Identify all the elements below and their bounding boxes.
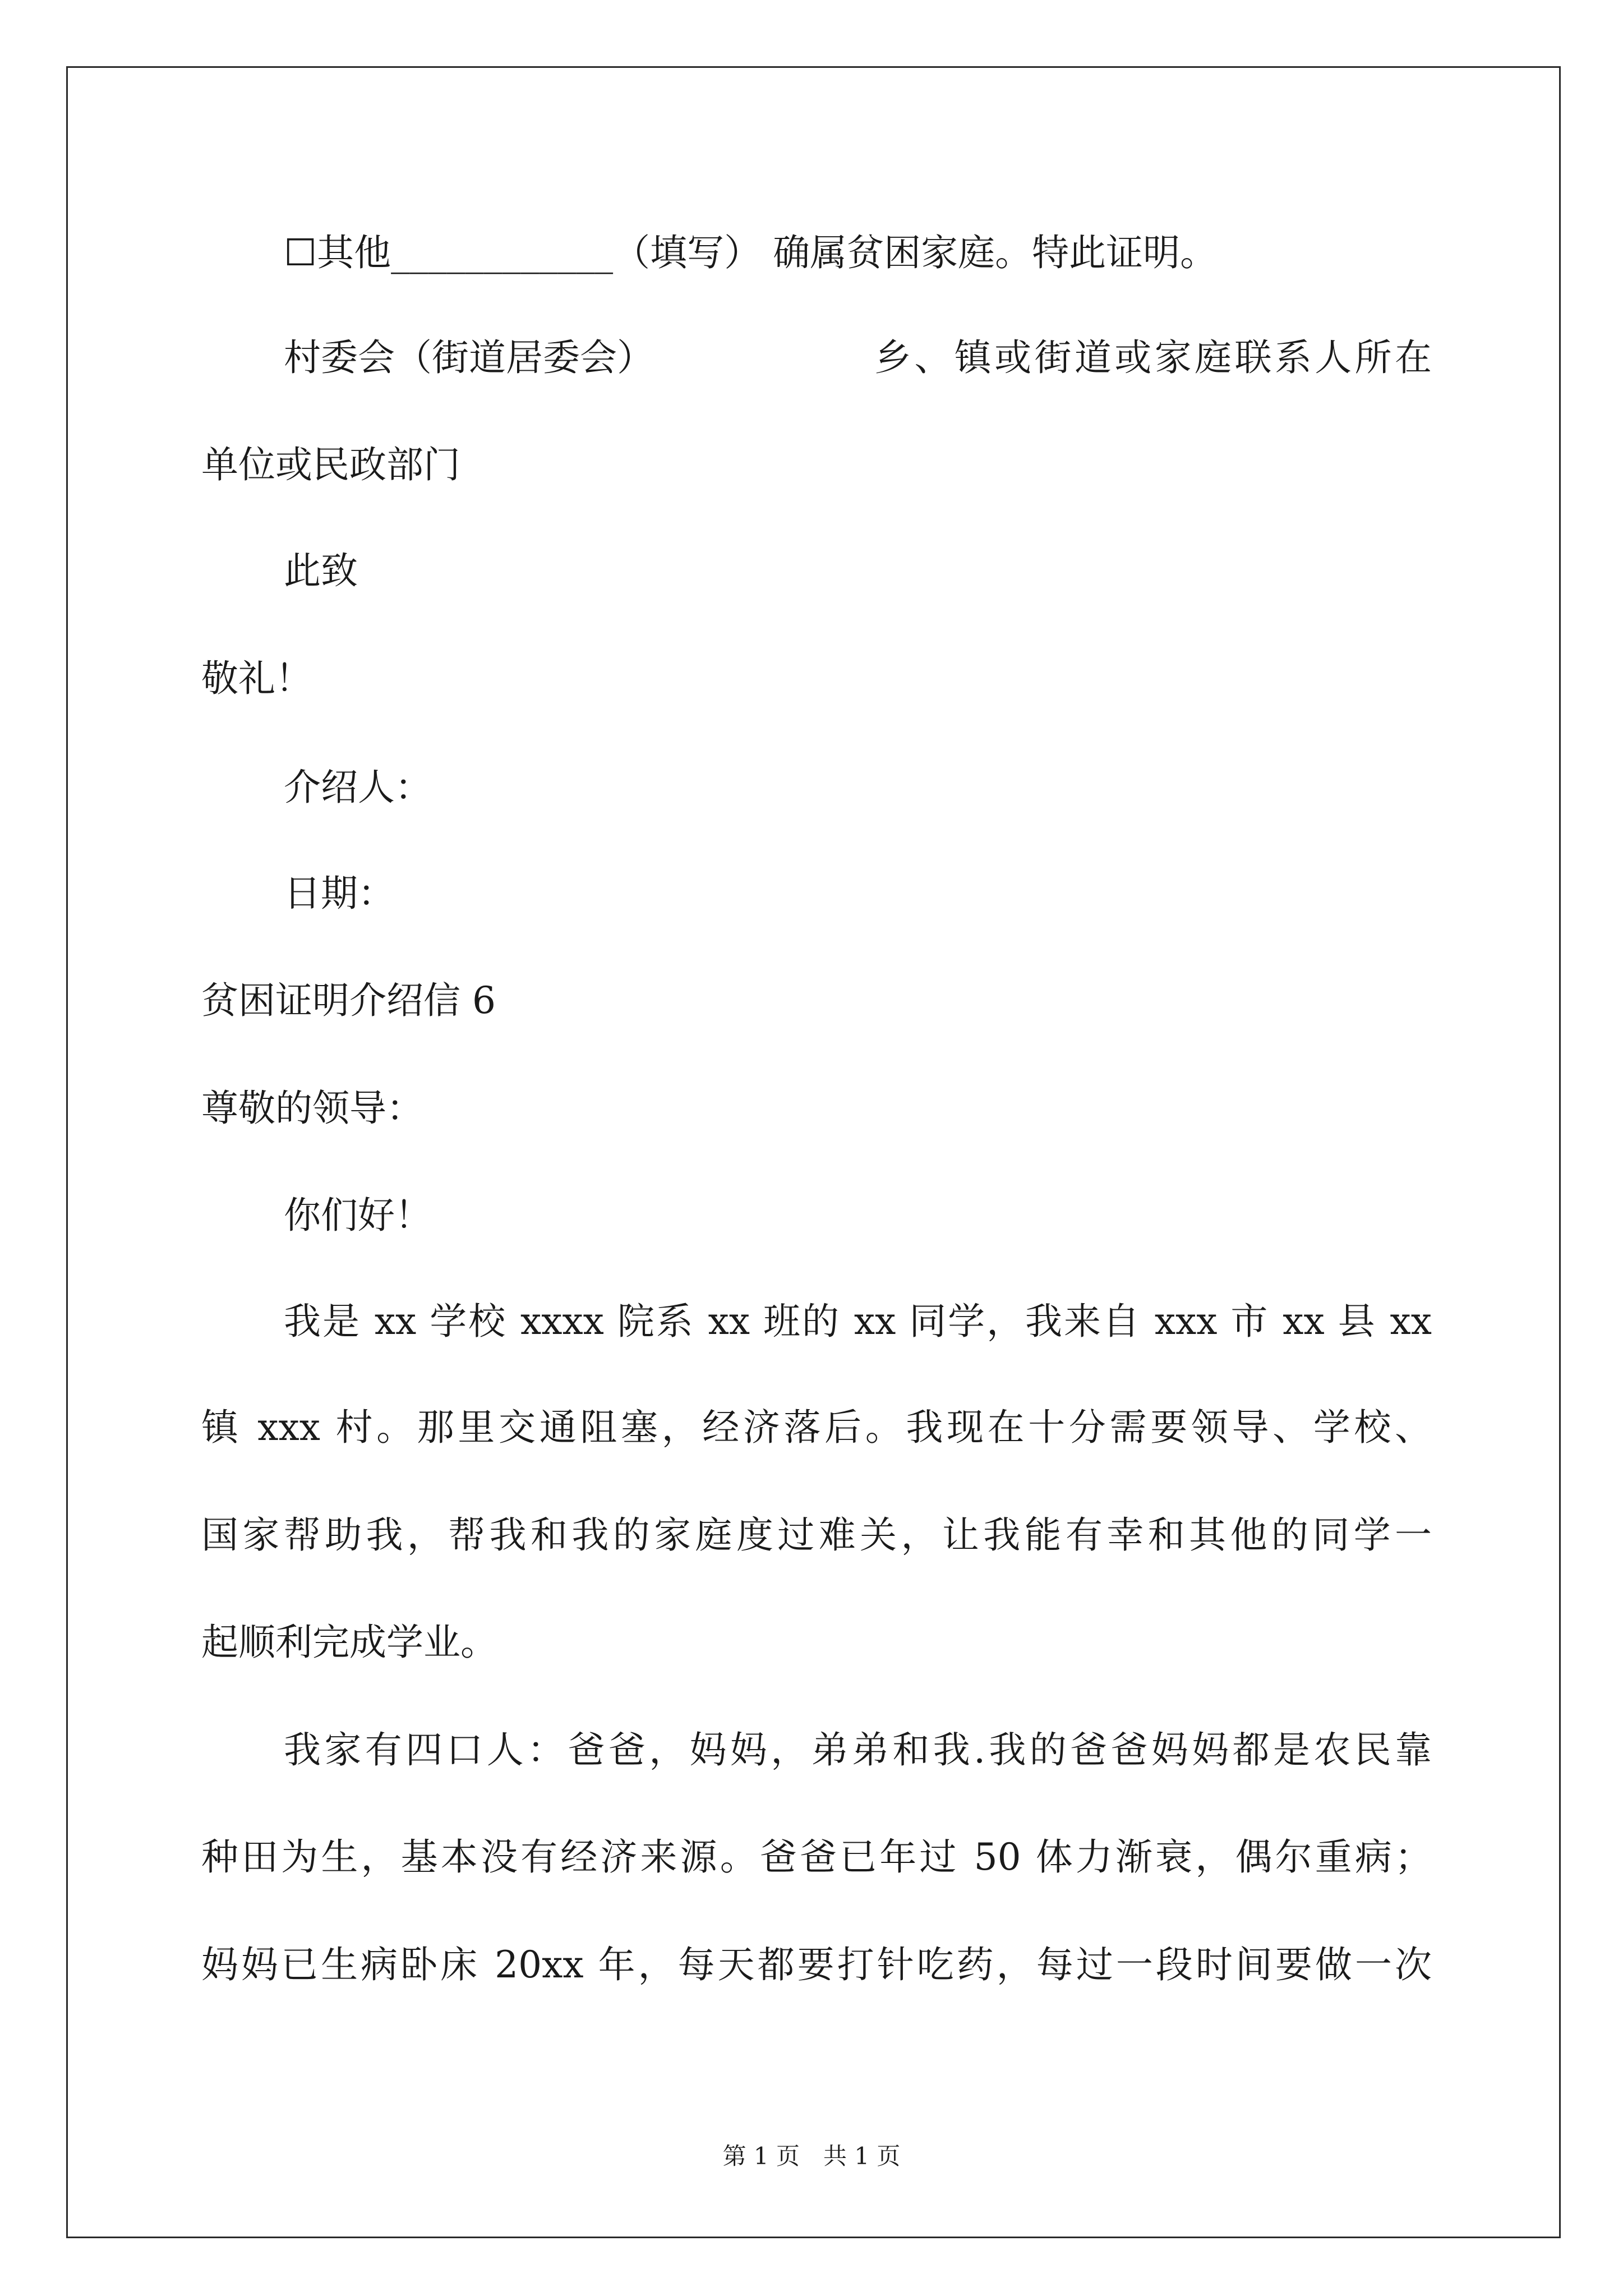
paragraph-line: 我是 xx 学校 xxxx 院系 xx 班的 xx 同学，我来自 xxx 市 xx 县 xx: [284, 1300, 1432, 1343]
paragraph-line: 种田为生，基本没有经济来源。爸爸已年过 50 体力渐衰，偶尔重病；: [201, 1835, 1432, 1879]
paragraph-line: 我家有四口人：爸爸，妈妈，弟弟和我.我的爸爸妈妈都是农民靠: [284, 1728, 1432, 1772]
paragraph-line: 起顺利完成学业。: [201, 1621, 497, 1664]
signature-line: [201, 335, 1432, 380]
introducer-label: 介绍人：: [284, 766, 432, 809]
salutation: 尊敬的领导：: [201, 1087, 423, 1130]
signature-continued: 单位或民政部门: [201, 443, 460, 486]
paragraph-line: 妈妈已生病卧床 20xx 年，每天都要打针吃药，每过一段时间要做一次: [201, 1943, 1432, 1986]
page-border: [66, 66, 1561, 2238]
paragraph-line: 国家帮助我，帮我和我的家庭度过难关，让我能有幸和其他的同学一: [201, 1513, 1432, 1557]
date-label: 日期：: [284, 872, 395, 915]
signature-township-contact: 乡、镇或街道或家庭联系人所在: [874, 336, 1432, 379]
signature-village-committee: 村委会（街道居委会）: [284, 336, 654, 379]
page-footer: 第 1 页 共 1 页: [722, 2142, 901, 2170]
closing-jing-li: 敬礼！: [201, 657, 312, 700]
greeting: 你们好！: [284, 1194, 432, 1237]
closing-ci-zhi: 此致: [284, 549, 358, 592]
checkbox-certification-line: ☐其他____________（填写） 确属贫困家庭。特此证明。: [284, 231, 1218, 274]
section-title: 贫困证明介绍信 6: [201, 979, 496, 1022]
paragraph-line: 镇 xxx 村。那里交通阻塞，经济落后。我现在十分需要领导、学校、: [201, 1406, 1432, 1449]
